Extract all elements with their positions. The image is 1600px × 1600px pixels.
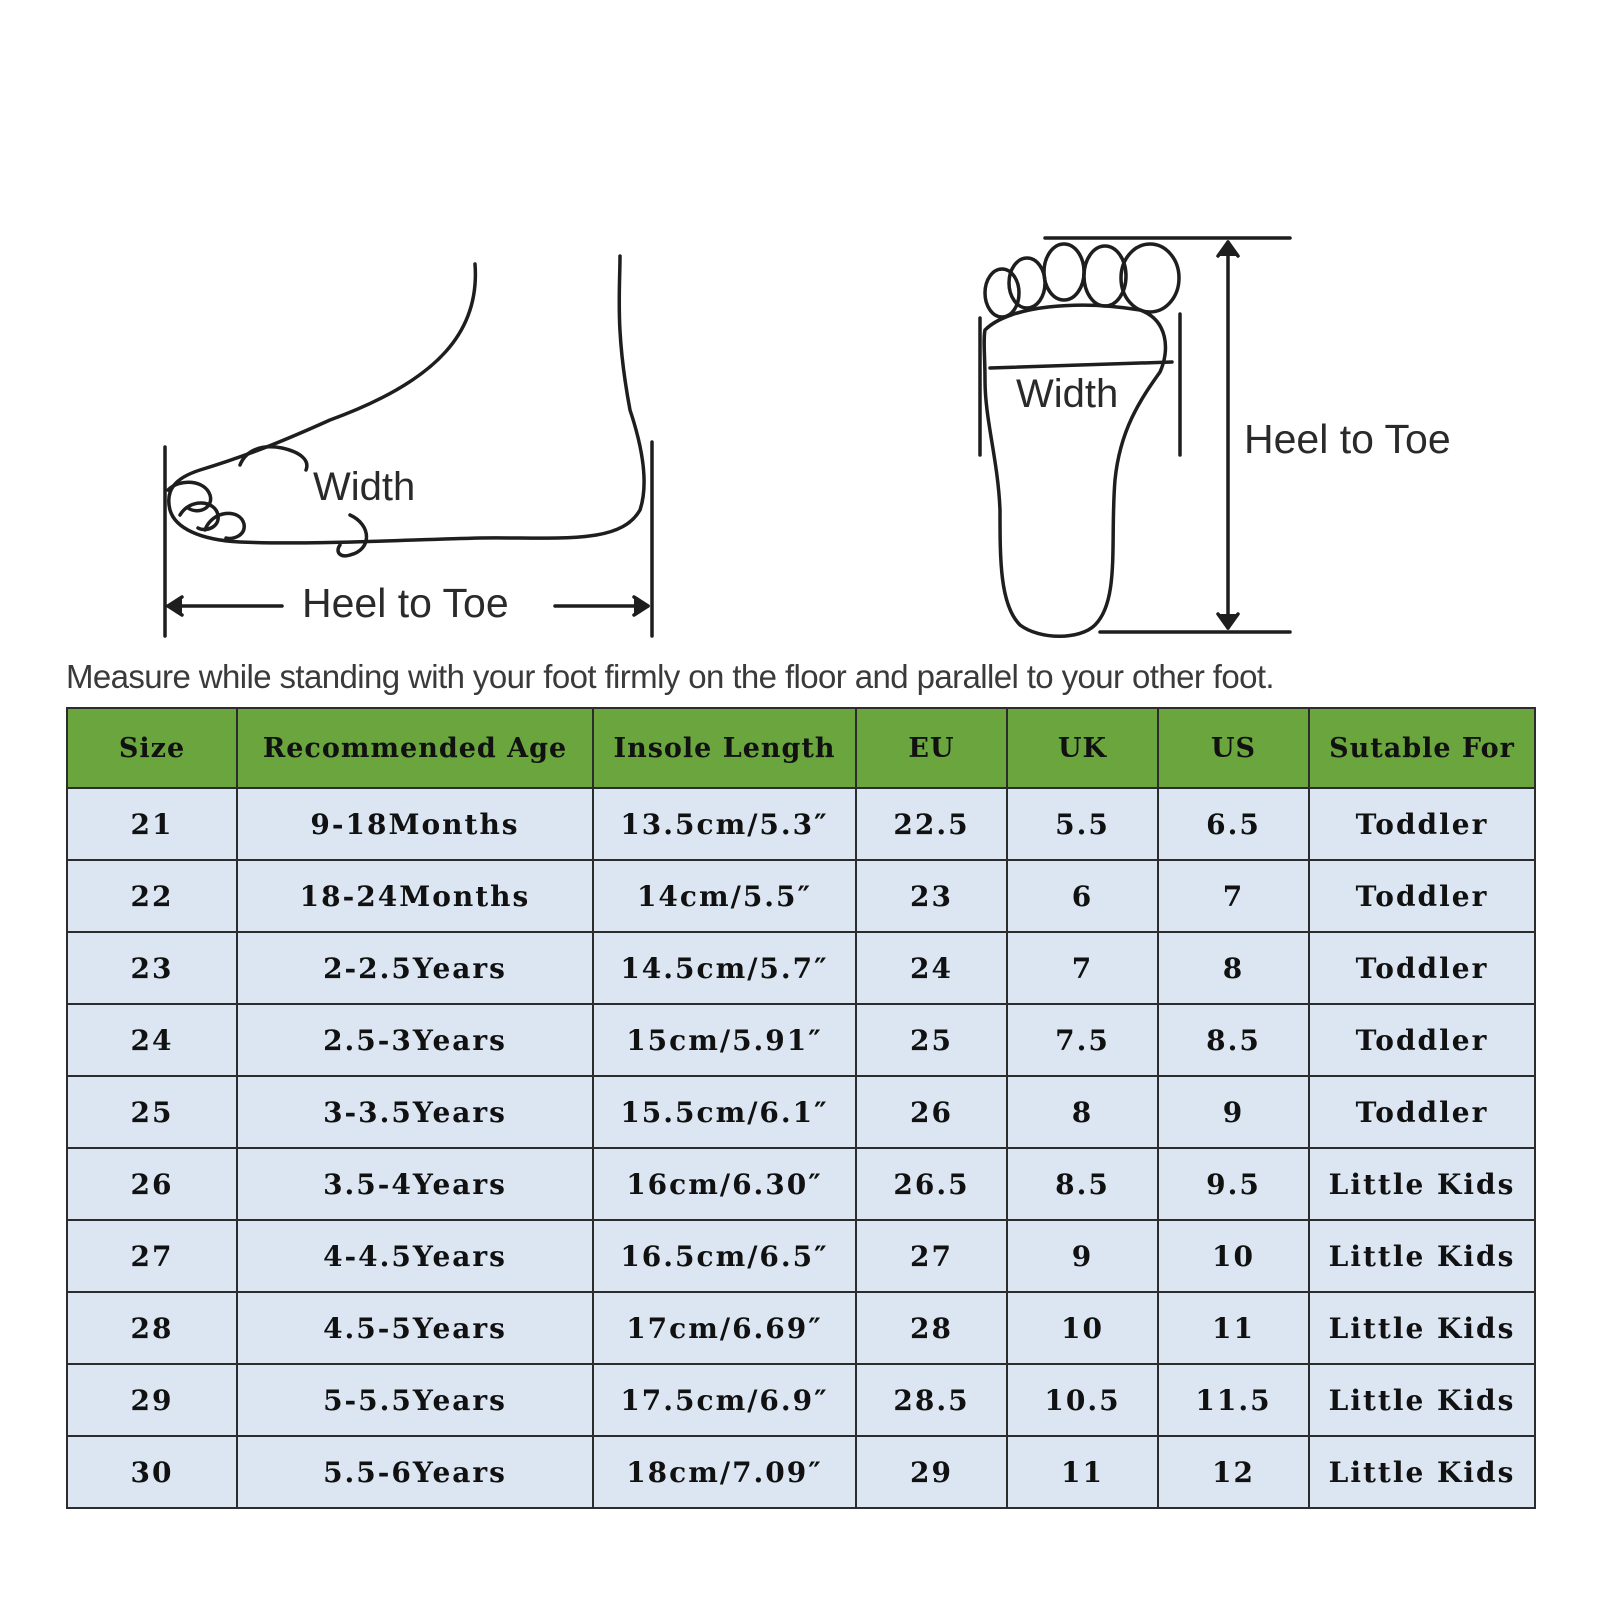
cell-us: 9 bbox=[1158, 1076, 1309, 1148]
cell-uk: 7 bbox=[1007, 932, 1158, 1004]
table-row bbox=[67, 1148, 1535, 1220]
header-insole-length: Insole Length bbox=[593, 708, 856, 788]
width-band bbox=[338, 515, 366, 556]
cell-uk: 9 bbox=[1007, 1220, 1158, 1292]
toe-big bbox=[1121, 244, 1179, 312]
cell-suitable-for: Little Kids bbox=[1309, 1364, 1535, 1436]
toe-fourth bbox=[1009, 258, 1045, 308]
cell-uk: 8.5 bbox=[1007, 1148, 1158, 1220]
cell-recommended-age: 2-2.5Years bbox=[237, 932, 593, 1004]
side-width-label: Width bbox=[313, 465, 416, 509]
cell-suitable-for: Toddler bbox=[1309, 860, 1535, 932]
cell-size: 24 bbox=[67, 1004, 237, 1076]
cell-recommended-age: 18-24Months bbox=[237, 860, 593, 932]
cell-recommended-age: 5.5-6Years bbox=[237, 1436, 593, 1508]
cell-eu: 28.5 bbox=[856, 1364, 1007, 1436]
toe-third bbox=[1044, 244, 1084, 300]
cell-eu: 23 bbox=[856, 860, 1007, 932]
cell-suitable-for: Little Kids bbox=[1309, 1148, 1535, 1220]
cell-insole-length: 15.5cm/6.1″ bbox=[593, 1076, 856, 1148]
arrow-head-left-icon bbox=[168, 597, 182, 615]
cell-suitable-for: Toddler bbox=[1309, 788, 1535, 860]
toe-4 bbox=[240, 447, 307, 470]
cell-suitable-for: Toddler bbox=[1309, 1076, 1535, 1148]
cell-us: 6.5 bbox=[1158, 788, 1309, 860]
cell-recommended-age: 2.5-3Years bbox=[237, 1004, 593, 1076]
toe-3 bbox=[205, 513, 244, 538]
cell-insole-length: 14cm/5.5″ bbox=[593, 860, 856, 932]
table-row bbox=[67, 860, 1535, 932]
cell-eu: 27 bbox=[856, 1220, 1007, 1292]
size-chart-table bbox=[66, 707, 1536, 1509]
table-row bbox=[67, 1292, 1535, 1364]
cell-size: 27 bbox=[67, 1220, 237, 1292]
cell-suitable-for: Little Kids bbox=[1309, 1220, 1535, 1292]
cell-us: 9.5 bbox=[1158, 1148, 1309, 1220]
cell-uk: 6 bbox=[1007, 860, 1158, 932]
cell-recommended-age: 5-5.5Years bbox=[237, 1364, 593, 1436]
header-eu: EU bbox=[856, 708, 1007, 788]
cell-us: 8.5 bbox=[1158, 1004, 1309, 1076]
cell-eu: 26.5 bbox=[856, 1148, 1007, 1220]
table-header-row bbox=[67, 708, 1535, 788]
cell-us: 8 bbox=[1158, 932, 1309, 1004]
table-row bbox=[67, 1436, 1535, 1508]
cell-size: 28 bbox=[67, 1292, 237, 1364]
arrow-head-right-icon bbox=[634, 597, 648, 615]
side-length-label: Heel to Toe bbox=[302, 580, 509, 626]
cell-eu: 22.5 bbox=[856, 788, 1007, 860]
cell-uk: 5.5 bbox=[1007, 788, 1158, 860]
toe-2 bbox=[180, 503, 218, 529]
header-suitable-for: Sutable For bbox=[1309, 708, 1535, 788]
cell-size: 23 bbox=[67, 932, 237, 1004]
cell-insole-length: 14.5cm/5.7″ bbox=[593, 932, 856, 1004]
side-view-foot bbox=[165, 256, 652, 636]
cell-eu: 25 bbox=[856, 1004, 1007, 1076]
toe-little bbox=[985, 269, 1019, 317]
cell-suitable-for: Toddler bbox=[1309, 932, 1535, 1004]
cell-insole-length: 17.5cm/6.9″ bbox=[593, 1364, 856, 1436]
width-measure-line bbox=[990, 362, 1172, 368]
table-row bbox=[67, 1004, 1535, 1076]
header-uk: UK bbox=[1007, 708, 1158, 788]
cell-uk: 11 bbox=[1007, 1436, 1158, 1508]
cell-insole-length: 13.5cm/5.3″ bbox=[593, 788, 856, 860]
table-row bbox=[67, 932, 1535, 1004]
cell-insole-length: 17cm/6.69″ bbox=[593, 1292, 856, 1364]
cell-eu: 24 bbox=[856, 932, 1007, 1004]
cell-insole-length: 18cm/7.09″ bbox=[593, 1436, 856, 1508]
cell-recommended-age: 9-18Months bbox=[237, 788, 593, 860]
cell-eu: 26 bbox=[856, 1076, 1007, 1148]
cell-recommended-age: 4.5-5Years bbox=[237, 1292, 593, 1364]
cell-size: 29 bbox=[67, 1364, 237, 1436]
measurement-instruction: Measure while standing with your foot firmly on the floor and parallel to your other foot. bbox=[66, 658, 1274, 695]
cell-suitable-for: Little Kids bbox=[1309, 1436, 1535, 1508]
cell-size: 21 bbox=[67, 788, 237, 860]
cell-eu: 28 bbox=[856, 1292, 1007, 1364]
table-row bbox=[67, 1220, 1535, 1292]
cell-size: 22 bbox=[67, 860, 237, 932]
arrow-head-down-icon bbox=[1218, 614, 1238, 628]
cell-recommended-age: 3.5-4Years bbox=[237, 1148, 593, 1220]
arrow-head-up-icon bbox=[1218, 242, 1238, 256]
cell-us: 7 bbox=[1158, 860, 1309, 932]
cell-insole-length: 15cm/5.91″ bbox=[593, 1004, 856, 1076]
table-body bbox=[67, 788, 1535, 1508]
cell-us: 12 bbox=[1158, 1436, 1309, 1508]
cell-suitable-for: Toddler bbox=[1309, 1004, 1535, 1076]
cell-size: 30 bbox=[67, 1436, 237, 1508]
cell-size: 26 bbox=[67, 1148, 237, 1220]
cell-us: 11 bbox=[1158, 1292, 1309, 1364]
header-us: US bbox=[1158, 708, 1309, 788]
cell-uk: 8 bbox=[1007, 1076, 1158, 1148]
cell-suitable-for: Little Kids bbox=[1309, 1292, 1535, 1364]
header-size: Size bbox=[67, 708, 237, 788]
cell-insole-length: 16cm/6.30″ bbox=[593, 1148, 856, 1220]
top-length-label: Heel to Toe bbox=[1244, 416, 1451, 462]
cell-recommended-age: 3-3.5Years bbox=[237, 1076, 593, 1148]
cell-us: 11.5 bbox=[1158, 1364, 1309, 1436]
foot-measurement-diagram bbox=[0, 0, 1600, 660]
cell-size: 25 bbox=[67, 1076, 237, 1148]
cell-uk: 10 bbox=[1007, 1292, 1158, 1364]
top-foot-outline bbox=[984, 305, 1165, 636]
table-row bbox=[67, 1364, 1535, 1436]
cell-recommended-age: 4-4.5Years bbox=[237, 1220, 593, 1292]
cell-uk: 10.5 bbox=[1007, 1364, 1158, 1436]
table-row bbox=[67, 1076, 1535, 1148]
cell-insole-length: 16.5cm/6.5″ bbox=[593, 1220, 856, 1292]
cell-us: 10 bbox=[1158, 1220, 1309, 1292]
top-width-label: Width bbox=[1016, 372, 1119, 416]
cell-eu: 29 bbox=[856, 1436, 1007, 1508]
cell-uk: 7.5 bbox=[1007, 1004, 1158, 1076]
table-row bbox=[67, 788, 1535, 860]
header-recommended-age: Recommended Age bbox=[237, 708, 593, 788]
